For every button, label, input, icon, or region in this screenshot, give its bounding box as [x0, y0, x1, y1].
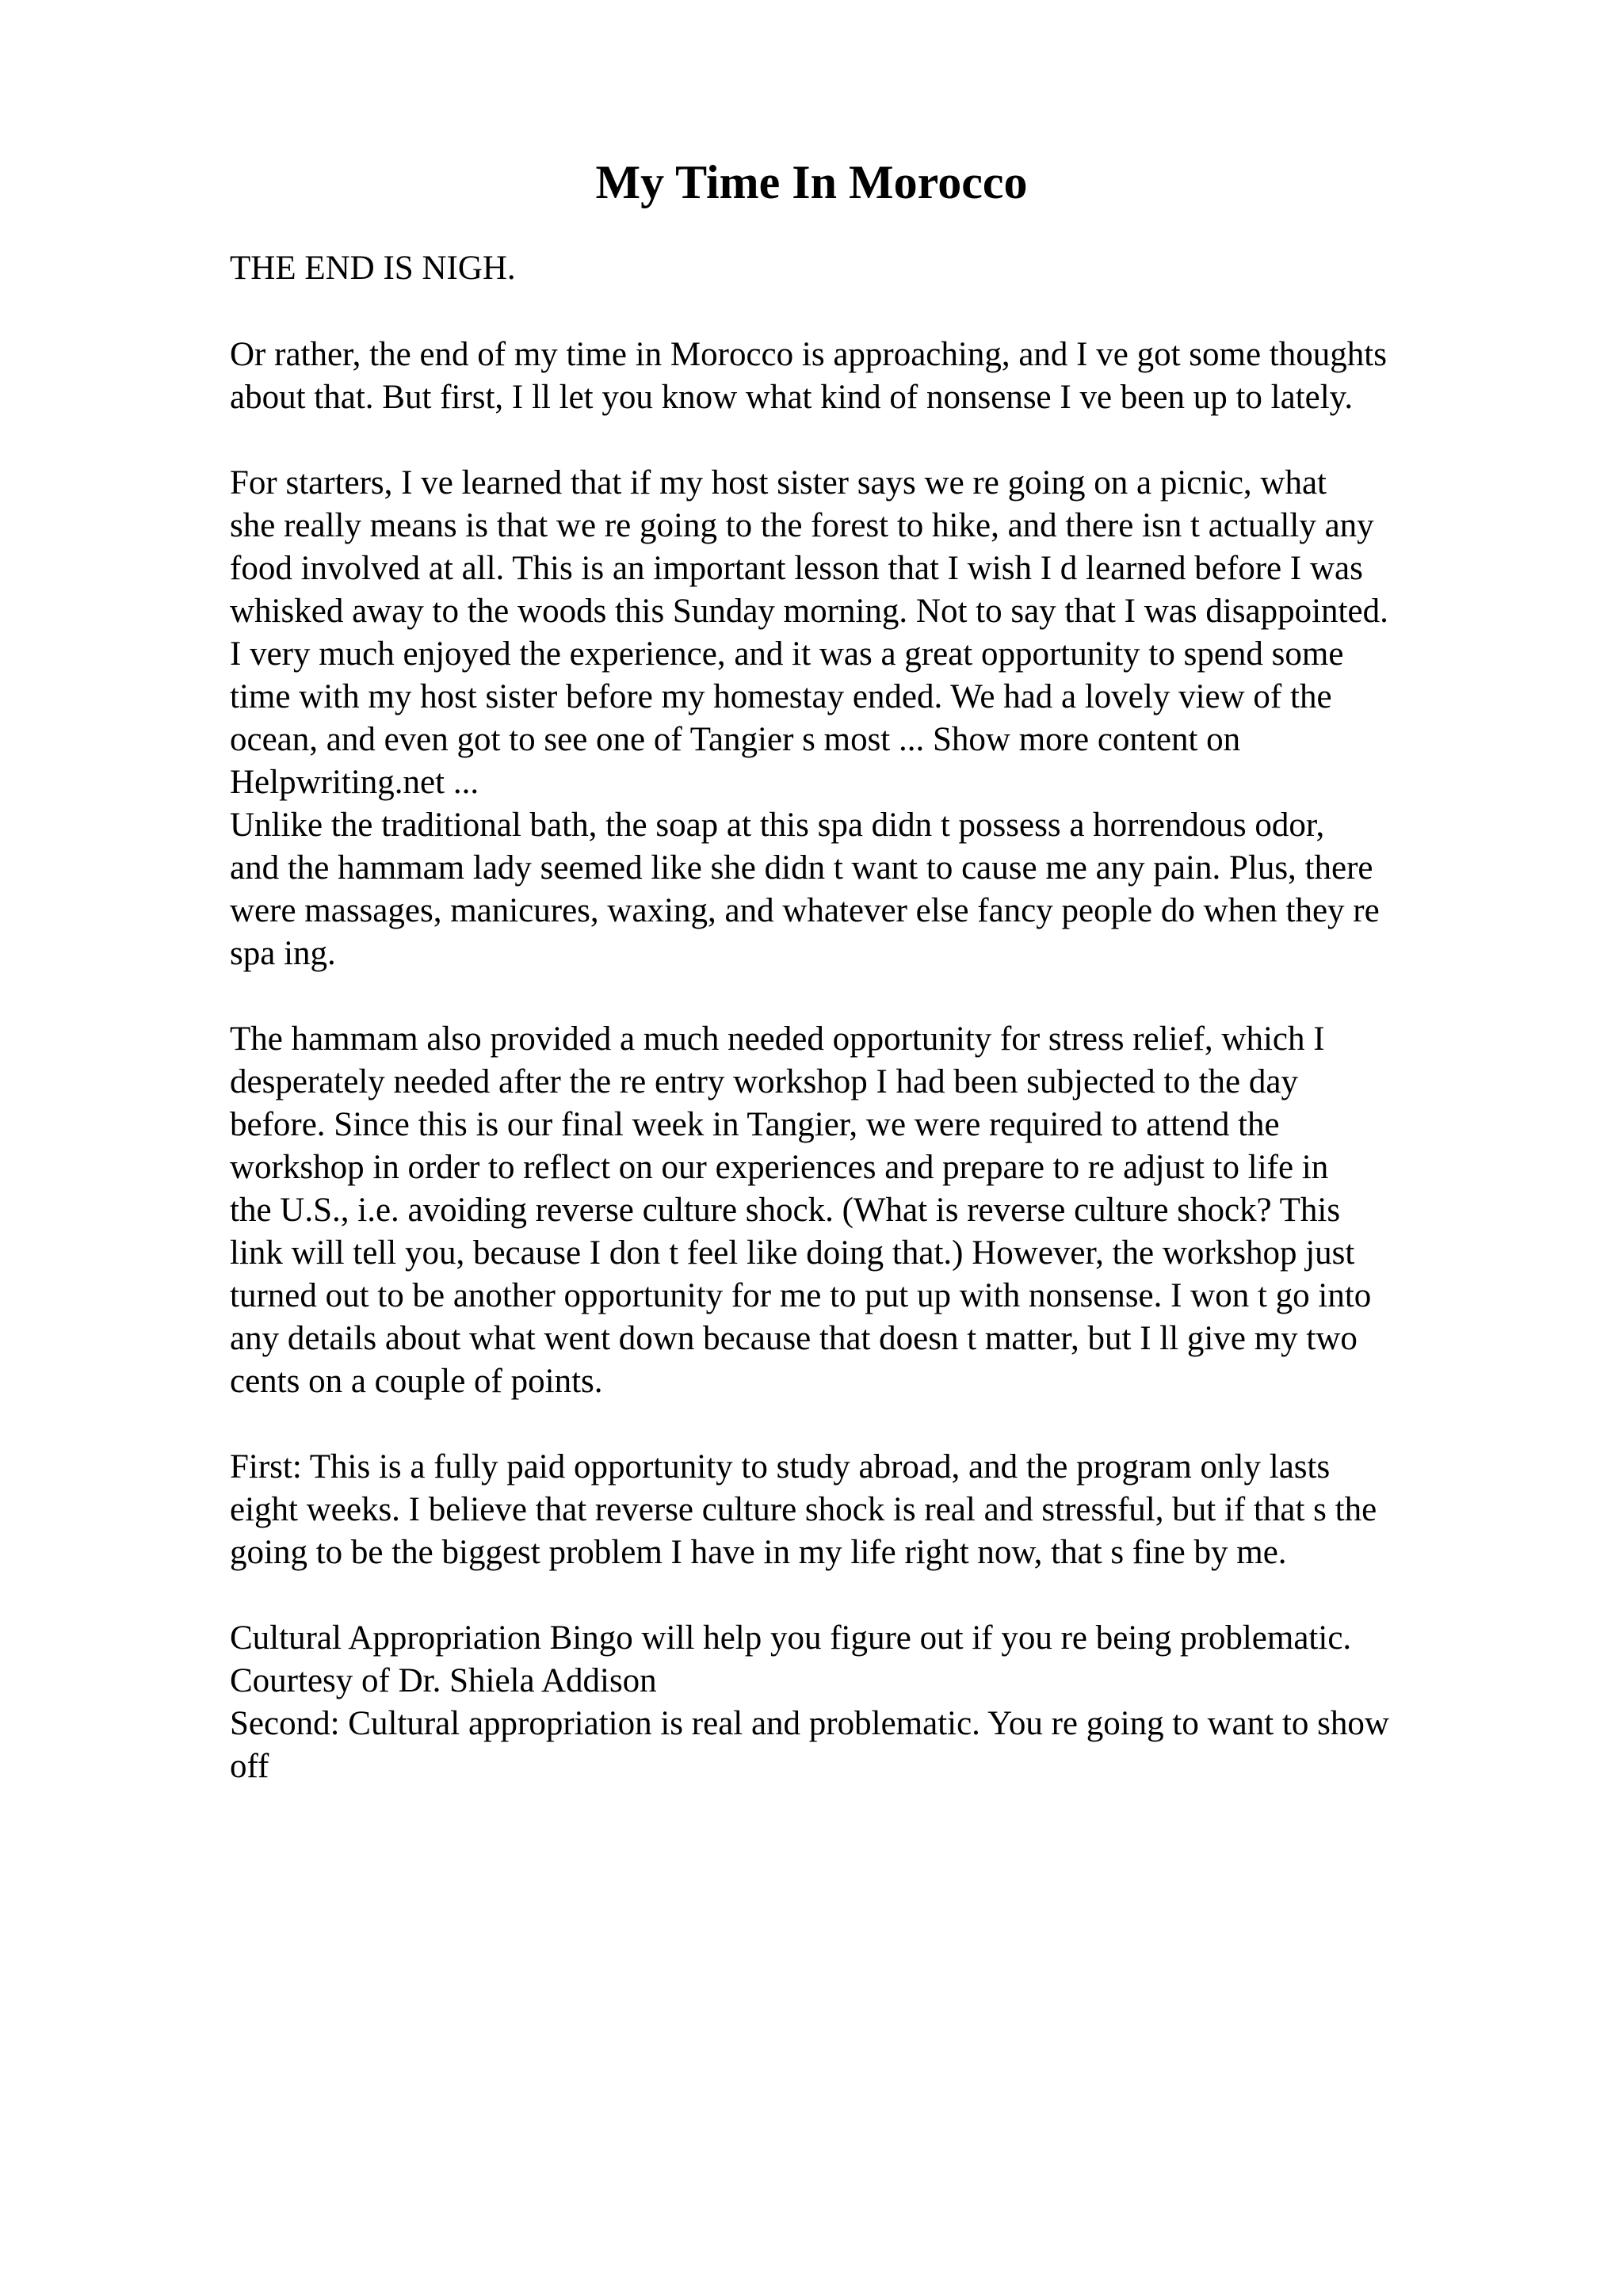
text-line: eight weeks. I believe that reverse culture shock is real and stressful, but if that s the	[230, 1491, 1377, 1528]
text-line: before. Since this is our final week in Tangier, we were required to attend the	[230, 1106, 1280, 1143]
text-line: link will tell you, because I don t feel like doing that.) However, the workshop just	[230, 1234, 1355, 1272]
text-line: desperately needed after the re entry workshop I had been subjected to the day	[230, 1063, 1298, 1100]
text-line: were massages, manicures, waxing, and whatever else fancy people do when they re	[230, 892, 1380, 929]
text-line: The hammam also provided a much needed opportunity for stress relief, which I	[230, 1020, 1325, 1058]
text-line: about that. But first, I ll let you know what kind of nonsense I ve been up to lately.	[230, 379, 1354, 416]
text-line: Courtesy of Dr. Shiela Addison	[230, 1662, 657, 1699]
text-line: food involved at all. This is an important lesson that I wish I d learned before I was	[230, 550, 1363, 587]
text-line: workshop in order to reflect on our experiences and prepare to re adjust to life in	[230, 1149, 1329, 1186]
page-title: My Time In Morocco	[595, 156, 1028, 208]
text-line: spa ing.	[230, 935, 336, 972]
text-line: Second: Cultural appropriation is real and problematic. You re going to want to show	[230, 1705, 1389, 1742]
text-line: time with my host sister before my homestay ended. We had a lovely view of the	[230, 678, 1332, 715]
text-line: Or rather, the end of my time in Morocco is approaching, and I ve got some thoughts	[230, 336, 1387, 373]
text-line: I very much enjoyed the experience, and it was a great opportunity to spend some	[230, 635, 1344, 673]
text-line: THE END IS NIGH.	[230, 250, 516, 287]
text-line: ocean, and even got to see one of Tangier s most ... Show more content on	[230, 721, 1241, 758]
text-line: Helpwriting.net ...	[230, 764, 479, 801]
text-line: she really means is that we re going to the forest to hike, and there isn t actually any	[230, 507, 1374, 544]
text-line: and the hammam lady seemed like she didn t want to cause me any pain. Plus, there	[230, 849, 1373, 887]
text-line: First: This is a fully paid opportunity to study abroad, and the program only lasts	[230, 1448, 1331, 1486]
text-line: off	[230, 1748, 269, 1785]
text-line: cents on a couple of points.	[230, 1363, 603, 1400]
text-line: going to be the biggest problem I have in my life right now, that s fine by me.	[230, 1534, 1287, 1571]
text-line: Unlike the traditional bath, the soap at this spa didn t possess a horrendous odor,	[230, 807, 1325, 844]
text-line: turned out to be another opportunity for me to put up with nonsense. I won t go into	[230, 1277, 1372, 1314]
text-line: any details about what went down because that doesn t matter, but I ll give my two	[230, 1320, 1358, 1357]
text-line: Cultural Appropriation Bingo will help you figure out if you re being problematic.	[230, 1619, 1352, 1657]
text-line: the U.S., i.e. avoiding reverse culture shock. (What is reverse culture shock? This	[230, 1192, 1341, 1229]
text-line: For starters, I ve learned that if my host sister says we re going on a picnic, what	[230, 464, 1327, 502]
text-line: whisked away to the woods this Sunday morning. Not to say that I was disappointed.	[230, 593, 1388, 630]
